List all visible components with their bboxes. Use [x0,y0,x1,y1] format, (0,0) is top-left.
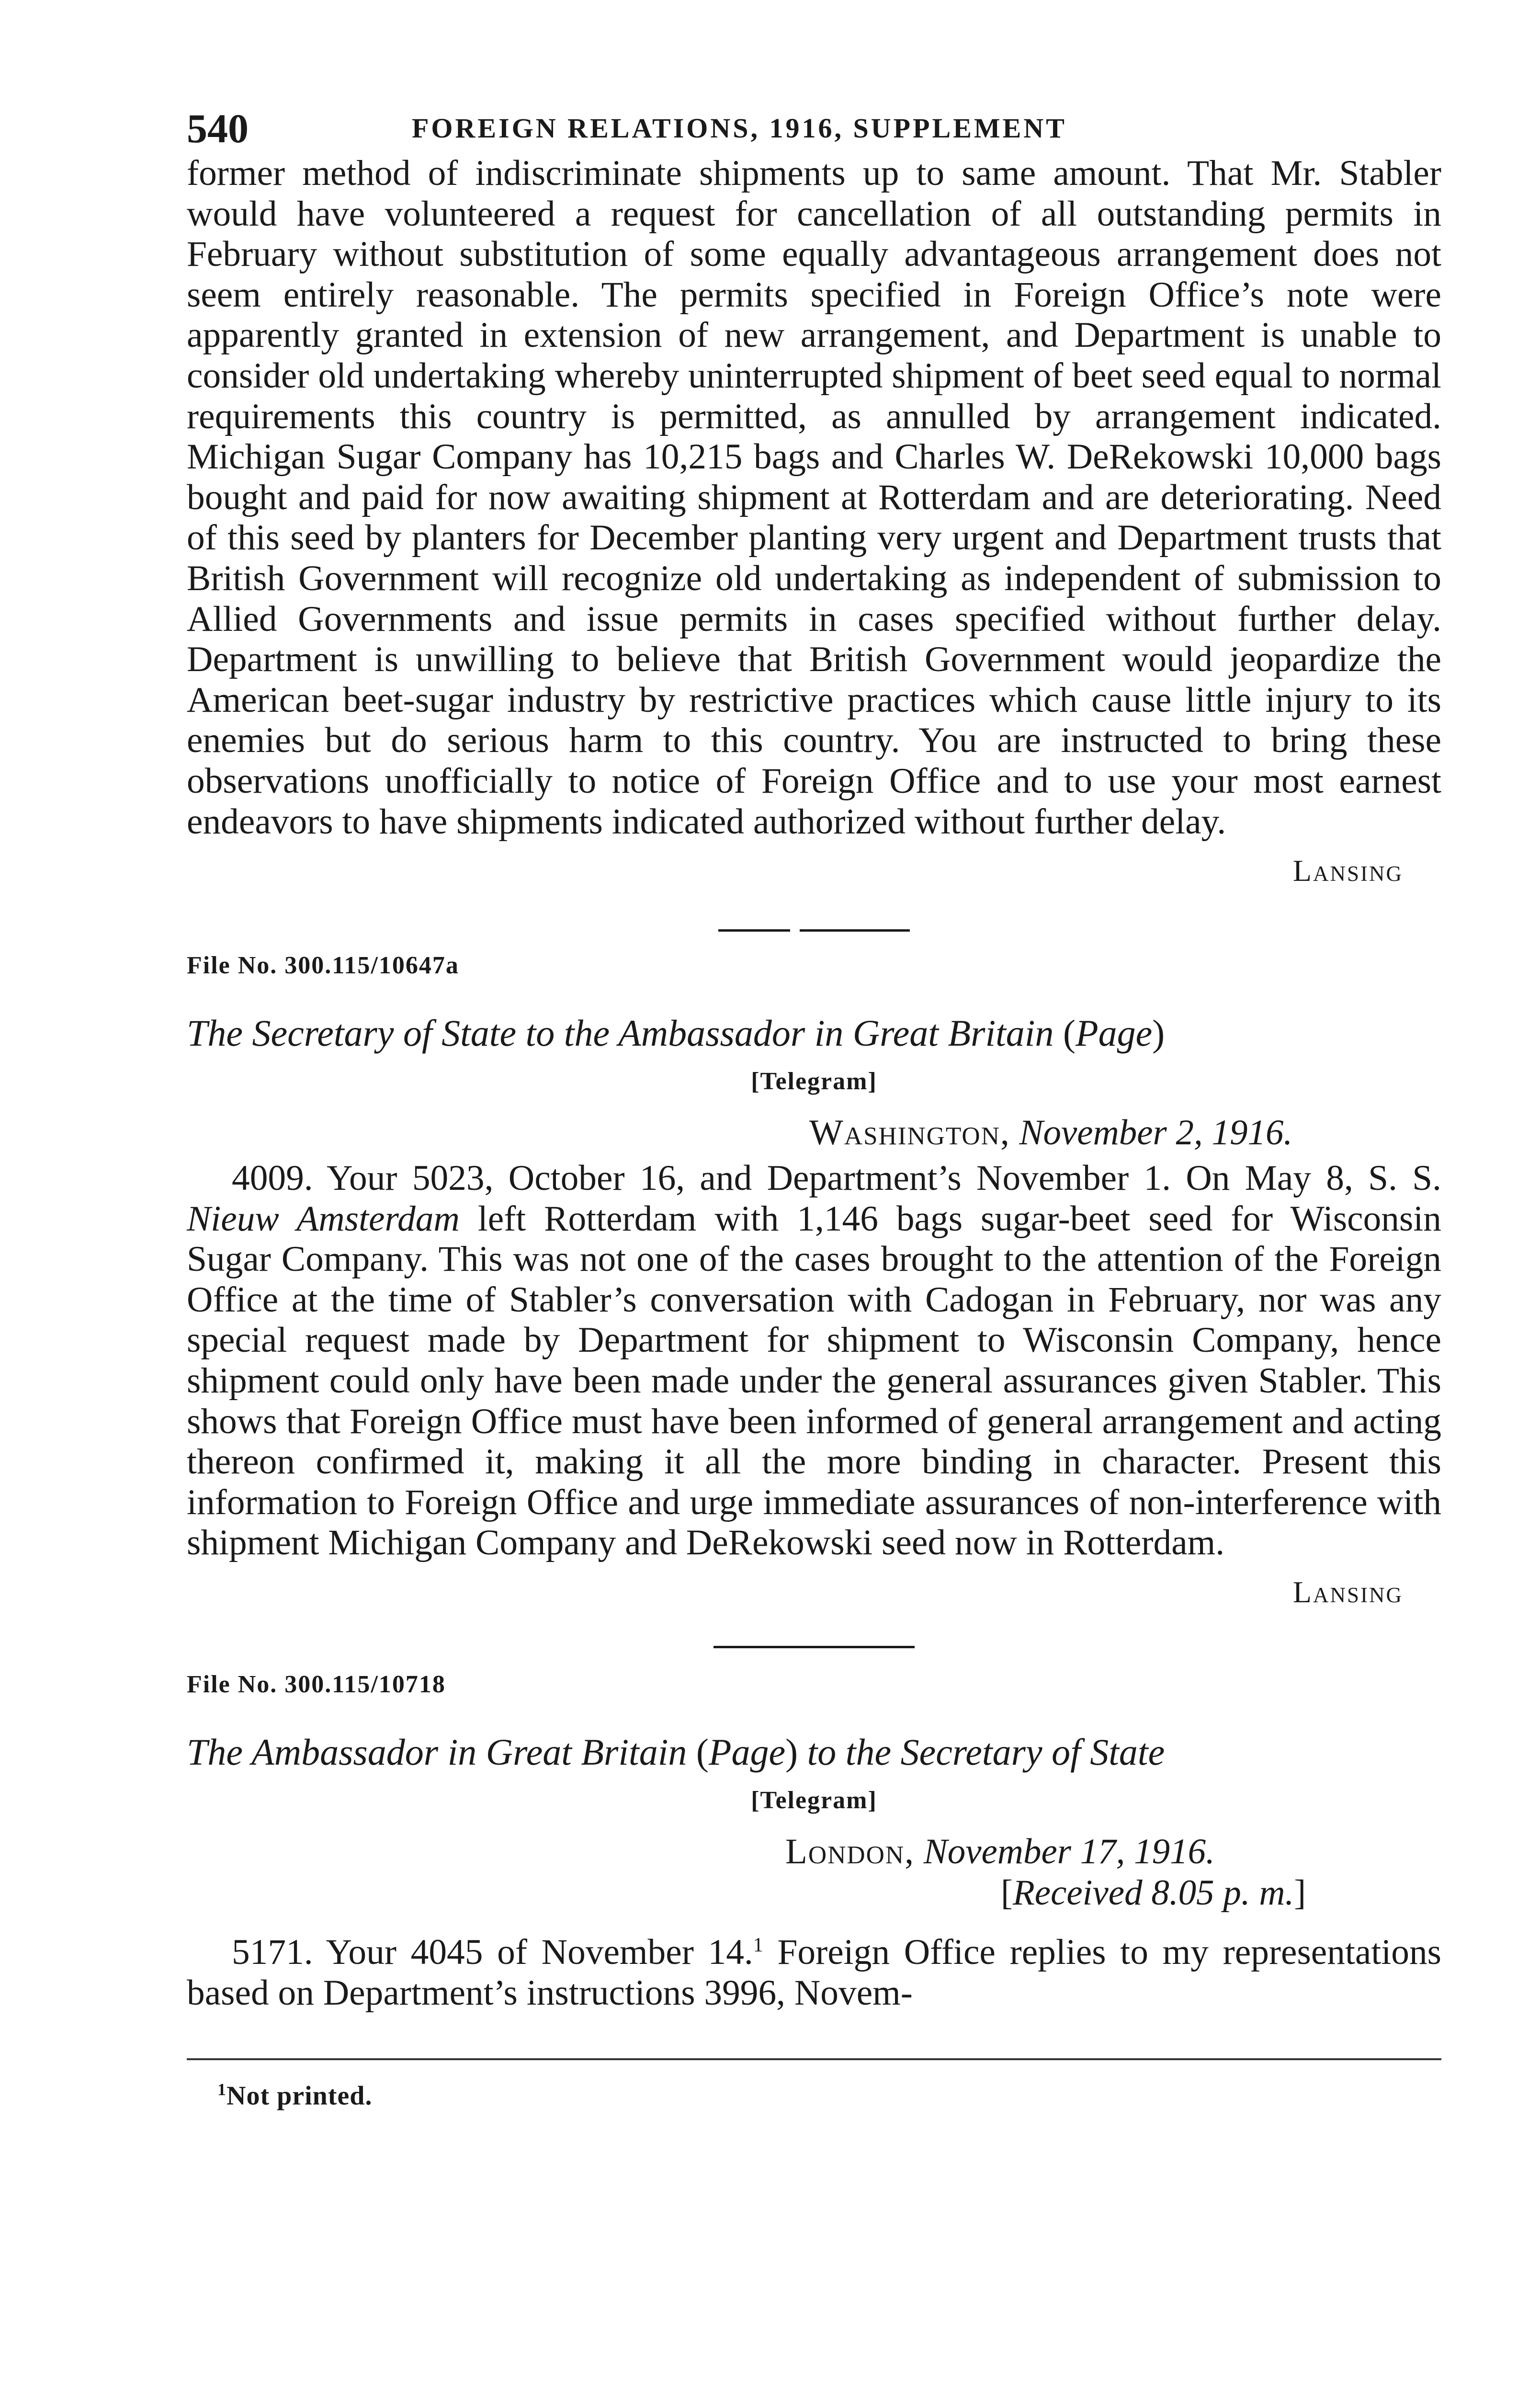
file-number-2: File No. 300.115/10718 [187,1671,446,1699]
heading-1-text: The Secretary of State to the Ambassador in Great Britain [187,1012,1063,1054]
body-2-part-b: Foreign Office replies to my representations based on Department’s instructions 3996, Novem- [187,1932,1441,2013]
telegram-label-1: [Telegram] [751,1068,877,1095]
document-heading-1 [187,1012,1441,1055]
dateline-1 [187,1112,1441,1153]
received-bracket-open: [ [1001,1873,1013,1913]
heading-1-paren-open: ( [1063,1012,1076,1054]
dateline-2-place: London, [785,1832,915,1872]
continuation-paragraph: former method of indiscriminate shipments up to same amount. That Mr. Stabler would have volunteered a request for cancellation of all outstanding permits in February without substitution of some equally advantageous arrangement does not seem entirely reasonable. The permits specified in Foreign Office’s note were apparently granted in extension of new arrangement, and Department is unable to consider old undertaking whereby uninterrupted shipment of beet seed equal to normal requirements this country is permitted, as annulled by arrangement indicated. Michigan Sugar Company has 10,215 bags and Charles W. DeRekowski 10,000 bags bought and paid for now awaiting shipment at Rotterdam and are deteriorating. Need of this seed by planters for December planting very urgent and Department trusts that British Government will recognize old undertaking as independent of submission to Allied Governments and issue permits in cases specified without further delay. Department is unwilling to believe that British Government would jeopardize the American beet-sugar industry by restrictive practices which cause little injury to its enemies but do serious harm to this country. You are instructed to bring these observations unofficially to notice of Foreign Office and to use your most earnest endeavors to have shipments indicated authorized without further delay. [187,153,1441,842]
body-paragraph-1 [187,1158,1441,1563]
heading-2-text-post: to the Secretary of State [798,1731,1165,1773]
heading-1-paren-close: ) [1152,1012,1165,1054]
section-divider-2 [713,1646,915,1648]
telegram-label-2: [Telegram] [751,1787,877,1814]
footnote-text: Not printed. [226,2081,373,2111]
heading-2-name: Page [708,1731,786,1773]
running-title: FOREIGN RELATIONS, 1916, SUPPLEMENT [412,113,1067,144]
received-text: Received 8.05 p. m. [1012,1873,1294,1913]
body-2-part-a: 5171. Your 4045 of November 14. [232,1932,753,1973]
ship-name: Nieuw Amsterdam [187,1198,460,1239]
footnote-divider [187,2058,1441,2060]
body-paragraph-2 [187,1925,1441,2013]
dateline-1-date: November 2, 1916. [1019,1113,1293,1153]
signature-lansing-1: Lansing [1292,854,1403,888]
footnote [217,2079,1441,2111]
heading-2-paren-open: ( [696,1731,709,1773]
heading-1-name: Page [1075,1012,1153,1054]
dateline-2 [187,1831,1441,1872]
heading-2-paren-close: ) [785,1731,798,1773]
page-number: 540 [187,105,249,151]
dateline-2-date: November 17, 1916. [923,1832,1215,1872]
received-note [187,1872,1441,1914]
running-head [187,96,1441,153]
body-1-part-a: 4009. Your 5023, October 16, and Department’s November 1. On May 8, S. S. [232,1158,1441,1198]
document-page [187,96,1441,2111]
file-number-1: File No. 300.115/10647a [187,952,459,980]
received-bracket-close: ] [1294,1873,1306,1913]
dateline-1-place: Washington, [809,1113,1010,1153]
body-1-part-b: left Rotterdam with 1,146 bags sugar-beet seed for Wisconsin Sugar Company. This was not one of the cases brought to the attention of the Foreign Office at the time of Stabler’s conversation with Cadogan in February, nor was any special request made by Department for shipment to Wisconsin Company, hence shipment could only have been made under the general assurances given Stabler. This shows that Foreign Office must have been informed of general arrangement and acting thereon confirmed it, making it all the more binding in character. Present this information to Foreign Office and urge immediate assurances of non-interference with shipment Michigan Company and DeRekowski seed now in Rotterdam. [187,1198,1441,1563]
footnote-marker: 1 [217,2080,226,2099]
footnote-reference: 1 [753,1934,763,1957]
heading-2-text: The Ambassador in Great Britain [187,1731,696,1773]
document-heading-2 [187,1731,1441,1774]
signature-lansing-2: Lansing [1292,1575,1403,1609]
